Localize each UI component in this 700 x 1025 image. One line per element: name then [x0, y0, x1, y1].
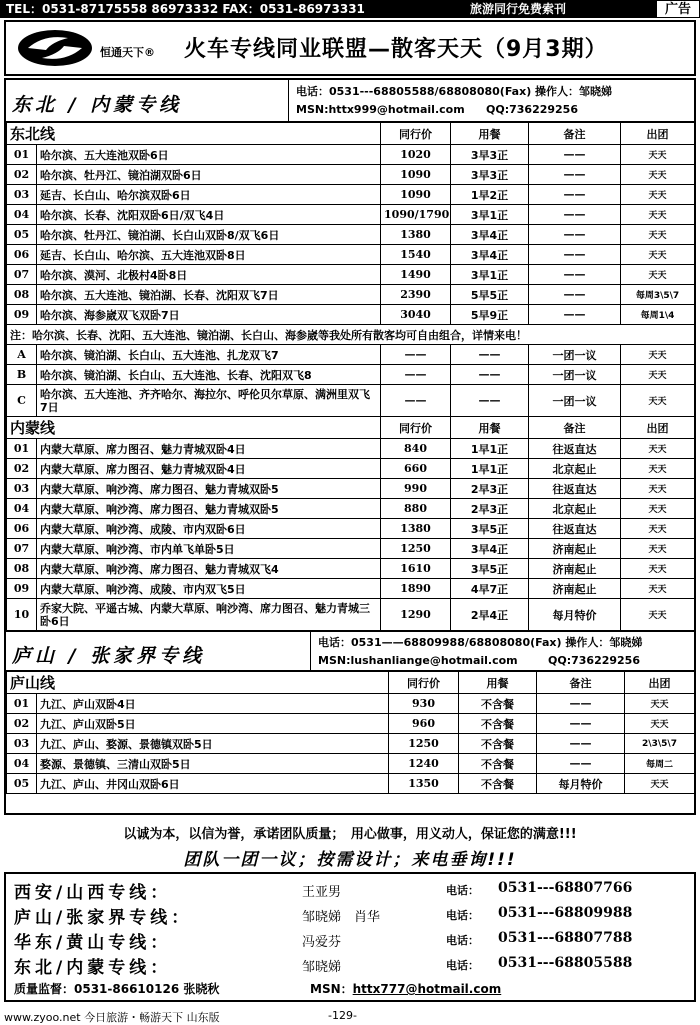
contact-tel-label: 电话：	[446, 959, 479, 972]
note-cell: ——	[529, 245, 621, 265]
table-row	[7, 559, 695, 579]
footer-site: www.zyoo.net 今日旅游・畅游天下 山东版	[4, 1011, 220, 1024]
row-number: 02	[7, 165, 37, 185]
contact-tel: 0531---68807766	[498, 880, 633, 896]
table-row	[7, 579, 695, 599]
table-row	[7, 734, 695, 754]
meal-cell: 3早1正	[451, 265, 529, 285]
lushan-banner: 庐山 / 张家界专线	[12, 645, 206, 667]
contact-person: 邹晓娣	[302, 960, 342, 975]
note-cell: ——	[537, 734, 625, 754]
route-cell: 九江、庐山双卧4日	[37, 694, 389, 714]
notice-text: 注：哈尔滨、长春、沈阳、五大连池、镜泊湖、长白山、海参崴等我处所有散客均可自由组合，详情来电！	[7, 325, 695, 345]
route-cell: 内蒙大草原、响沙湾、成陵、市内双飞5日	[37, 579, 381, 599]
slogan-promise: 以诚为本，以信为誉，承诺团队质量； 用心做事，用义动人，保证您的满意!!!	[123, 827, 577, 842]
table-row	[7, 479, 695, 499]
note-cell: ——	[537, 754, 625, 774]
row-number: 04	[7, 205, 37, 225]
page-title: 火车专线同业联盟—散客天天（9月3期）	[184, 37, 608, 62]
meal-cell: 4早7正	[451, 579, 529, 599]
route-cell: 乔家大院、平遥古城、内蒙大草原、响沙湾、席力图召、魅力青城三卧6日	[37, 599, 381, 631]
price-cell: 960	[389, 714, 459, 734]
table-row	[7, 499, 695, 519]
row-number: 03	[7, 479, 37, 499]
contact-person: 邹晓娣 肖华	[302, 910, 381, 925]
row-number: 09	[7, 305, 37, 325]
northeast-banner: 东北 / 内蒙专线	[12, 94, 183, 116]
route-cell: 内蒙大草原、席力图召、魅力青城双卧4日	[37, 439, 381, 459]
table-row	[7, 365, 695, 385]
price-cell: ——	[381, 365, 451, 385]
meal-cell: ——	[451, 365, 529, 385]
note-cell: ——	[529, 305, 621, 325]
contact-msn	[310, 980, 501, 997]
contact-line-name: 东北/内蒙专线：	[14, 958, 172, 978]
departure-cell: 天天	[621, 519, 695, 539]
top-tel-fax: TEL：0531-87175558 86973332 FAX：0531-86973331	[6, 2, 365, 16]
route-cell: 哈尔滨、镜泊湖、长白山、五大连池、扎龙双飞7	[37, 345, 381, 365]
northeast-msn: MSN:httx999@hotmail.com	[296, 103, 465, 116]
price-cell: 2390	[381, 285, 451, 305]
contact-line-name: 庐山/张家界专线：	[14, 908, 193, 928]
meal-cell: ——	[451, 385, 529, 417]
row-number: 05	[7, 225, 37, 245]
row-number: 07	[7, 265, 37, 285]
price-cell: 1290	[381, 599, 451, 631]
meal-cell: 5早9正	[451, 305, 529, 325]
row-number: 05	[7, 774, 37, 794]
meal-cell: 不含餐	[459, 774, 537, 794]
contact-row	[14, 953, 694, 977]
route-cell: 哈尔滨、牡丹江、镜泊湖双卧6日	[37, 165, 381, 185]
brand-name: 恒通天下®	[100, 46, 155, 59]
column-header: 用餐	[451, 123, 529, 145]
group-name: 内蒙线	[7, 417, 381, 439]
lushan-phone: 电话：0531——68809988/68808080(Fax) 操作人：邹晓娣	[318, 636, 643, 649]
note-cell: ——	[529, 165, 621, 185]
row-number: 01	[7, 145, 37, 165]
column-header: 备注	[537, 672, 625, 694]
departure-cell: 天天	[621, 499, 695, 519]
note-cell: 每月特价	[537, 774, 625, 794]
msn-link[interactable]: httx777@hotmail.com	[352, 982, 502, 996]
meal-cell: 不含餐	[459, 754, 537, 774]
note-cell: 北京起止	[529, 499, 621, 519]
route-cell: 内蒙大草原、响沙湾、成陵、市内双卧6日	[37, 519, 381, 539]
table-row	[7, 345, 695, 365]
notice-row	[7, 325, 695, 345]
table-row	[7, 225, 695, 245]
group-name: 庐山线	[7, 672, 389, 694]
row-number: B	[7, 365, 37, 385]
meal-cell: 3早3正	[451, 165, 529, 185]
departure-cell: 天天	[621, 345, 695, 365]
note-cell: ——	[537, 694, 625, 714]
group-name: 东北线	[7, 123, 381, 145]
departure-cell: 天天	[621, 205, 695, 225]
route-cell: 哈尔滨、五大连池、镜泊湖、长春、沈阳双飞7日	[37, 285, 381, 305]
meal-cell: 2早4正	[451, 599, 529, 631]
meal-cell: 3早3正	[451, 145, 529, 165]
row-number: 04	[7, 754, 37, 774]
price-cell: 1890	[381, 579, 451, 599]
meal-cell: 1早1正	[451, 439, 529, 459]
table-header-row	[7, 417, 695, 439]
route-cell: 内蒙大草原、席力图召、魅力青城双卧4日	[37, 459, 381, 479]
table-row	[7, 754, 695, 774]
hengtong-logo-icon	[16, 28, 94, 68]
meal-cell: 不含餐	[459, 734, 537, 754]
table-header-row	[7, 123, 695, 145]
row-number: 01	[7, 694, 37, 714]
price-cell: 880	[381, 499, 451, 519]
price-cell: 990	[381, 479, 451, 499]
meal-cell: 2早3正	[451, 499, 529, 519]
departure-cell: 每周3\5\7	[621, 285, 695, 305]
meal-cell: ——	[451, 345, 529, 365]
price-cell: 1610	[381, 559, 451, 579]
price-cell: 1490	[381, 265, 451, 285]
departure-cell: 天天	[621, 579, 695, 599]
table-row	[7, 599, 695, 631]
northeast-qq: QQ:736229256	[486, 103, 578, 116]
note-cell: 往返直达	[529, 479, 621, 499]
price-cell: 840	[381, 439, 451, 459]
row-number: 02	[7, 714, 37, 734]
column-header: 同行价	[381, 123, 451, 145]
row-number: 08	[7, 285, 37, 305]
page-number: -129-	[328, 1009, 357, 1022]
note-cell: ——	[529, 265, 621, 285]
northeast-table	[6, 122, 695, 631]
contact-tel-label: 电话：	[446, 934, 479, 947]
row-number: A	[7, 345, 37, 365]
route-cell: 哈尔滨、五大连池双卧6日	[37, 145, 381, 165]
departure-cell: 天天	[625, 694, 695, 714]
meal-cell: 1早1正	[451, 459, 529, 479]
contact-tel: 0531---68805588	[498, 955, 633, 971]
contact-person: 王亚男	[302, 885, 342, 900]
quality-supervision: 质量监督：0531-86610126 张晓秋	[14, 982, 220, 996]
departure-cell: 天天	[621, 165, 695, 185]
departure-cell: 天天	[621, 225, 695, 245]
contact-line-name: 华东/黄山专线：	[14, 933, 172, 953]
table-row	[7, 385, 695, 417]
note-cell: 往返直达	[529, 439, 621, 459]
column-header: 备注	[529, 123, 621, 145]
price-cell: 1380	[381, 225, 451, 245]
contact-tel-label: 电话：	[446, 909, 479, 922]
price-cell: 1540	[381, 245, 451, 265]
title-bar	[4, 20, 696, 76]
departure-cell: 天天	[625, 774, 695, 794]
departure-cell: 每周二	[625, 754, 695, 774]
table-row	[7, 305, 695, 325]
column-header: 出团	[625, 672, 695, 694]
contact-person: 冯爱芬	[302, 935, 342, 950]
column-header: 备注	[529, 417, 621, 439]
departure-cell: 2\3\5\7	[625, 734, 695, 754]
table-row	[7, 439, 695, 459]
departure-cell: 天天	[621, 479, 695, 499]
price-cell: 1250	[389, 734, 459, 754]
meal-cell: 5早5正	[451, 285, 529, 305]
slogan-consult: 团队一团一议；按需设计；来电垂询!!!	[183, 850, 517, 870]
contact-tel-label: 电话：	[446, 884, 479, 897]
table-row	[7, 714, 695, 734]
note-cell: 济南起止	[529, 539, 621, 559]
contact-row	[14, 903, 694, 927]
route-cell: 哈尔滨、长春、沈阳双卧6日/双飞4日	[37, 205, 381, 225]
meal-cell: 不含餐	[459, 714, 537, 734]
departure-cell: 每周1\4	[621, 305, 695, 325]
table-row	[7, 205, 695, 225]
price-cell: 1250	[381, 539, 451, 559]
row-number: C	[7, 385, 37, 417]
price-cell: 1090	[381, 185, 451, 205]
row-number: 04	[7, 499, 37, 519]
note-cell: 北京起止	[529, 459, 621, 479]
route-cell: 内蒙大草原、响沙湾、席力图召、魅力青城双飞4	[37, 559, 381, 579]
price-cell: ——	[381, 345, 451, 365]
contact-line-name: 西安/山西专线：	[14, 883, 172, 903]
top-contact-bar	[0, 0, 700, 18]
note-cell: 济南起止	[529, 579, 621, 599]
route-cell: 哈尔滨、漠河、北极村4卧8日	[37, 265, 381, 285]
route-cell: 内蒙大草原、响沙湾、席力图召、魅力青城双卧5	[37, 479, 381, 499]
note-cell: ——	[529, 285, 621, 305]
departure-cell: 天天	[625, 714, 695, 734]
row-number: 03	[7, 734, 37, 754]
note-cell: ——	[529, 185, 621, 205]
note-cell: 一团一议	[529, 365, 621, 385]
contact-box	[4, 872, 696, 1002]
departure-cell: 天天	[621, 539, 695, 559]
price-cell: 1380	[381, 519, 451, 539]
route-cell: 九江、庐山双卧5日	[37, 714, 389, 734]
departure-cell: 天天	[621, 265, 695, 285]
table-row	[7, 285, 695, 305]
route-cell: 哈尔滨、镜泊湖、长白山、五大连池、长春、沈阳双飞8	[37, 365, 381, 385]
column-header: 用餐	[459, 672, 537, 694]
route-cell: 内蒙大草原、响沙湾、席力图召、魅力青城双卧5	[37, 499, 381, 519]
lushan-msn: MSN:lushanliange@hotmail.com	[318, 654, 518, 667]
route-cell: 哈尔滨、五大连池、齐齐哈尔、海拉尔、呼伦贝尔草原、满洲里双飞7日	[37, 385, 381, 417]
departure-cell: 天天	[621, 439, 695, 459]
row-number: 02	[7, 459, 37, 479]
meal-cell: 不含餐	[459, 694, 537, 714]
note-cell: 一团一议	[529, 385, 621, 417]
departure-cell: 天天	[621, 185, 695, 205]
contact-tel: 0531---68807788	[498, 930, 633, 946]
column-header: 同行价	[389, 672, 459, 694]
price-cell: 3040	[381, 305, 451, 325]
note-cell: ——	[537, 714, 625, 734]
price-cell: ——	[381, 385, 451, 417]
route-cell: 哈尔滨、海参崴双飞双卧7日	[37, 305, 381, 325]
price-cell: 930	[389, 694, 459, 714]
row-number: 08	[7, 559, 37, 579]
note-cell: ——	[529, 145, 621, 165]
departure-cell: 天天	[621, 599, 695, 631]
row-number: 01	[7, 439, 37, 459]
note-cell: 往返直达	[529, 519, 621, 539]
meal-cell: 3早5正	[451, 519, 529, 539]
top-free-catalog: 旅游同行免费索刊	[470, 2, 567, 16]
departure-cell: 天天	[621, 559, 695, 579]
row-number: 03	[7, 185, 37, 205]
table-row	[7, 265, 695, 285]
price-cell: 1240	[389, 754, 459, 774]
column-header: 出团	[621, 123, 695, 145]
table-row	[7, 245, 695, 265]
table-row	[7, 694, 695, 714]
table-row	[7, 459, 695, 479]
meal-cell: 3早4正	[451, 245, 529, 265]
route-cell: 九江、庐山、井冈山双卧6日	[37, 774, 389, 794]
route-cell: 内蒙大草原、响沙湾、市内单飞单卧5日	[37, 539, 381, 559]
departure-cell: 天天	[621, 145, 695, 165]
ad-badge: 广告	[656, 0, 700, 18]
route-cell: 婺源、景德镇、三清山双卧5日	[37, 754, 389, 774]
route-cell: 哈尔滨、牡丹江、镜泊湖、长白山双卧8/双飞6日	[37, 225, 381, 245]
table-row	[7, 145, 695, 165]
note-cell: ——	[529, 225, 621, 245]
northeast-phone: 电话：0531---68805588/68808080(Fax) 操作人：邹晓娣	[296, 85, 613, 98]
lushan-table	[6, 671, 695, 794]
table-row	[7, 185, 695, 205]
route-cell: 延吉、长白山、哈尔滨、五大连池双卧8日	[37, 245, 381, 265]
row-number: 10	[7, 599, 37, 631]
table-row	[7, 774, 695, 794]
price-cell: 1020	[381, 145, 451, 165]
northeast-section-header	[6, 80, 694, 122]
meal-cell: 3早1正	[451, 205, 529, 225]
lushan-qq: QQ:736229256	[548, 654, 640, 667]
departure-cell: 天天	[621, 459, 695, 479]
contact-tel: 0531---68809988	[498, 905, 633, 921]
price-cell: 1350	[389, 774, 459, 794]
meal-cell: 3早4正	[451, 225, 529, 245]
note-cell: 每月特价	[529, 599, 621, 631]
departure-cell: 天天	[621, 365, 695, 385]
column-header: 用餐	[451, 417, 529, 439]
departure-cell: 天天	[621, 385, 695, 417]
route-cell: 延吉、长白山、哈尔滨双卧6日	[37, 185, 381, 205]
note-cell: 一团一议	[529, 345, 621, 365]
route-cell: 九江、庐山、婺源、景德镇双卧5日	[37, 734, 389, 754]
meal-cell: 3早5正	[451, 559, 529, 579]
row-number: 09	[7, 579, 37, 599]
note-cell: ——	[529, 205, 621, 225]
contact-row	[14, 928, 694, 952]
column-header: 出团	[621, 417, 695, 439]
price-cell: 1090/1790	[381, 205, 451, 225]
row-number: 06	[7, 519, 37, 539]
column-header: 同行价	[381, 417, 451, 439]
table-row	[7, 539, 695, 559]
price-cell: 660	[381, 459, 451, 479]
meal-cell: 2早3正	[451, 479, 529, 499]
table-row	[7, 165, 695, 185]
contact-row	[14, 878, 694, 902]
departure-cell: 天天	[621, 245, 695, 265]
note-cell: 济南起止	[529, 559, 621, 579]
table-header-row	[7, 672, 695, 694]
meal-cell: 3早4正	[451, 539, 529, 559]
row-number: 07	[7, 539, 37, 559]
price-cell: 1090	[381, 165, 451, 185]
msn-label: MSN：	[310, 982, 353, 996]
row-number: 06	[7, 245, 37, 265]
lushan-section-header	[6, 631, 694, 671]
table-row	[7, 519, 695, 539]
main-frame	[4, 78, 696, 815]
footer	[0, 1005, 700, 1025]
meal-cell: 1早2正	[451, 185, 529, 205]
